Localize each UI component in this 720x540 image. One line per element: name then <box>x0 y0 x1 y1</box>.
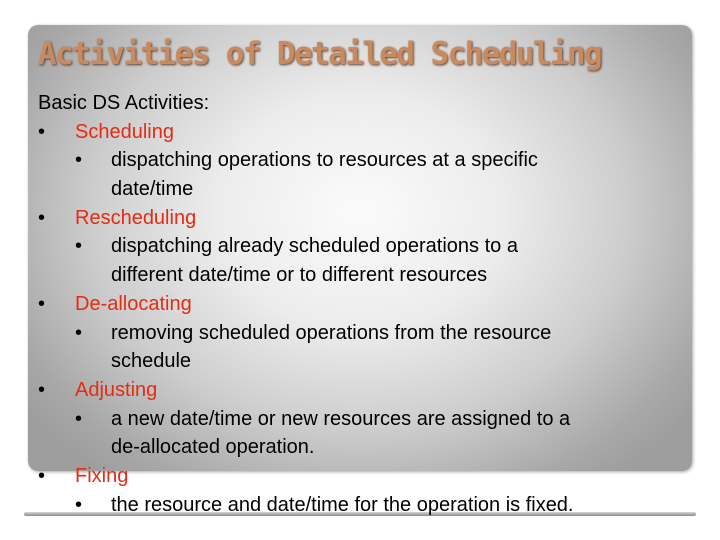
bullet-marker: • <box>38 206 46 229</box>
sub-bullet-text-cont: date/time <box>111 178 194 201</box>
sub-bullet-text-cont: de-allocated operation. <box>111 436 315 459</box>
sub-bullet-marker: • <box>75 149 83 172</box>
bullet-item-fixing <box>38 462 688 491</box>
sub-bullet-marker: • <box>75 407 83 430</box>
bullet-item-adjusting <box>38 376 688 405</box>
intro-line <box>38 89 688 118</box>
sub-bullet-text: removing scheduled operations from the resource <box>111 321 552 344</box>
bullet-marker: • <box>38 378 46 401</box>
sub-bullet-continuation <box>38 433 688 462</box>
bullet-label: Fixing <box>75 464 129 487</box>
sub-bullet-continuation <box>38 175 688 204</box>
intro-text: Basic DS Activities: <box>38 92 210 114</box>
slide-body <box>38 89 688 519</box>
sub-bullet-adjusting <box>38 405 688 434</box>
bullet-item-rescheduling <box>38 204 688 233</box>
bullet-marker: • <box>38 464 46 487</box>
sub-bullet-scheduling <box>38 146 688 175</box>
bullet-item-de-allocating <box>38 290 688 319</box>
bullet-marker: • <box>38 292 46 315</box>
sub-bullet-marker: • <box>75 321 83 344</box>
sub-bullet-marker: • <box>75 493 83 516</box>
slide-title: Activities of Detailed Scheduling <box>38 36 602 72</box>
sub-bullet-continuation <box>38 347 688 376</box>
bullet-label: Adjusting <box>75 378 158 401</box>
bullet-label: Rescheduling <box>75 206 197 229</box>
bullet-item-scheduling <box>38 118 688 147</box>
sub-bullet-text: dispatching already scheduled operations to a <box>111 235 518 258</box>
sub-bullet-text: the resource and date/time for the operation is fixed. <box>111 493 574 516</box>
bullet-label: De-allocating <box>75 292 192 315</box>
sub-bullet-text-cont: different date/time or to different resources <box>111 264 488 287</box>
sub-bullet-text: dispatching operations to resources at a specific <box>111 149 538 172</box>
sub-bullet-text: a new date/time or new resources are assigned to a <box>111 407 571 430</box>
bullet-marker: • <box>38 120 46 143</box>
bullet-label: Scheduling <box>75 120 174 143</box>
sub-bullet-text-cont: schedule <box>111 350 192 373</box>
sub-bullet-de-allocating <box>38 319 688 348</box>
sub-bullet-fixing <box>38 491 688 520</box>
sub-bullet-marker: • <box>75 235 83 258</box>
sub-bullet-continuation <box>38 261 688 290</box>
sub-bullet-rescheduling <box>38 232 688 261</box>
